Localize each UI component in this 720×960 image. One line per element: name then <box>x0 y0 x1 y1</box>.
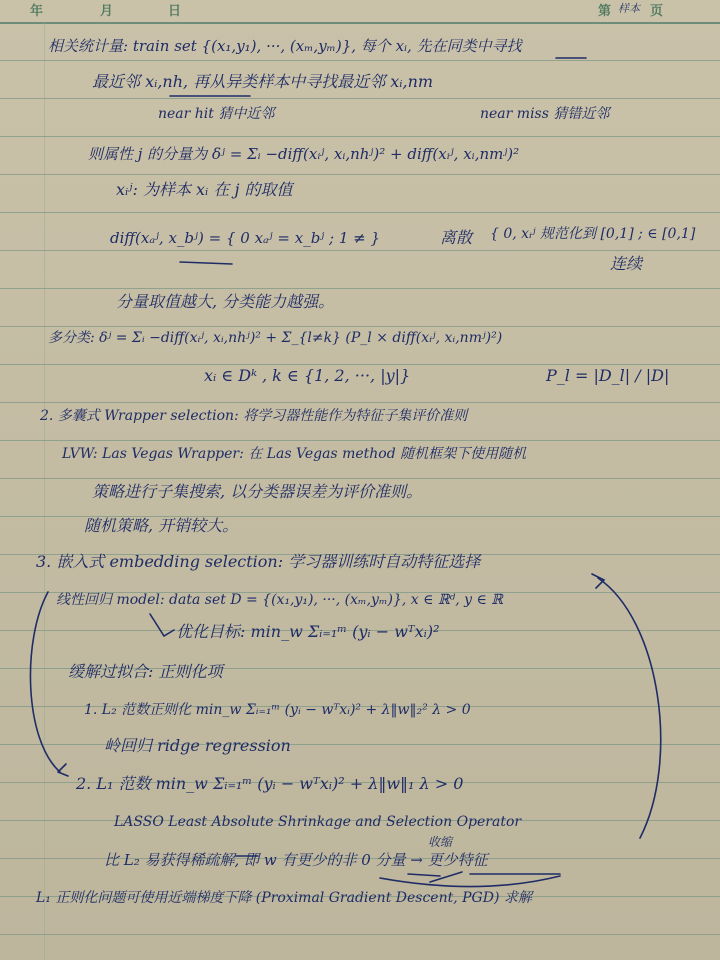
note-line: 收缩 <box>428 835 453 849</box>
ruled-line <box>0 136 720 137</box>
underline-mark <box>408 874 440 876</box>
note-line: 缓解过拟合: 正则化项 <box>68 662 223 681</box>
small-arrow <box>150 614 174 636</box>
note-line: 线性回归 model: data set D = {(x₁,y₁), ···, (xₘ,yₘ)}, x ∈ ℝᵈ, y ∈ ℝ <box>56 592 503 608</box>
ruled-line <box>0 364 720 365</box>
ruled-line <box>0 440 720 441</box>
header-no: 第 <box>598 4 612 19</box>
header-month: 月 <box>100 4 114 19</box>
note-line: diff(xₐʲ, x_bʲ) = { 0 xₐʲ = x_bʲ ; 1 ≠ } <box>110 229 381 247</box>
note-line: 策略进行子集搜索, 以分类器误差为评价准则。 <box>92 482 423 501</box>
note-line: { 0, xᵢʲ 规范化到 [0,1] ; ∈ [0,1] <box>490 226 696 242</box>
note-line: P_l = |D_l| / |D| <box>546 366 670 385</box>
underline-mark <box>180 262 232 264</box>
note-line: 离散 <box>440 228 473 247</box>
header-year: 年 <box>30 4 44 19</box>
note-line: 分量取值越大, 分类能力越强。 <box>116 292 335 311</box>
note-line: 相关统计量: train set {(x₁,y₁), ···, (xₘ,yₘ)}, 每个 xᵢ, 先在同类中寻找 <box>48 37 522 55</box>
header-day: 日 <box>168 4 182 19</box>
arrow-head <box>592 574 604 588</box>
ruled-line <box>0 326 720 327</box>
ruled-line <box>0 174 720 175</box>
note-line: 随机策略, 开销较大。 <box>84 516 239 535</box>
note-line: 连续 <box>610 254 643 273</box>
ruled-line <box>0 288 720 289</box>
ruled-line <box>0 60 720 61</box>
note-line: 优化目标: min_w Σᵢ₌₁ᵐ (yᵢ − wᵀxᵢ)² <box>176 622 440 641</box>
ruled-line <box>0 934 720 935</box>
note-line: 最近邻 xᵢ,nh, 再从异类样本中寻找最近邻 xᵢ,nm <box>92 72 434 91</box>
small-arrow <box>430 872 462 882</box>
arrow-head <box>58 764 68 776</box>
ruled-line <box>0 212 720 213</box>
ruled-line <box>0 402 720 403</box>
page-header <box>0 0 720 24</box>
underline-mark <box>380 876 560 887</box>
note-line: 岭回归 ridge regression <box>104 736 291 755</box>
note-line: 1. L₂ 范数正则化 min_w Σᵢ₌₁ᵐ (yᵢ − wᵀxᵢ)² + λ‖w‖₂² λ > 0 <box>84 702 471 718</box>
note-line: 则属性 j 的分量为 δʲ = Σᵢ −diff(xᵢʲ, xᵢ,nhʲ)² + diff(xᵢʲ, xᵢ,nmʲ)² <box>88 145 520 163</box>
bracket-arrow <box>30 592 60 772</box>
note-line: near hit 猜中近邻 <box>158 106 275 122</box>
note-line: LASSO Least Absolute Shrinkage and Selection Operator <box>114 814 522 830</box>
note-line: L₁ 正则化问题可使用近端梯度下降 (Proximal Gradient Descent, PGD) 求解 <box>36 890 532 906</box>
curved-arrow <box>598 578 661 838</box>
ruled-line <box>0 250 720 251</box>
note-line: xᵢʲ: 为样本 xᵢ 在 j 的取值 <box>116 180 293 199</box>
note-line: LVW: Las Vegas Wrapper: 在 Las Vegas method 随机框架下使用随机 <box>62 446 527 462</box>
note-line: 多分类: δʲ = Σᵢ −diff(xᵢʲ, xᵢ,nhʲ)² + Σ_{l≠k} (P_l × diff(xᵢʲ, xᵢ,nmʲ)²) <box>48 330 503 346</box>
note-line: 2. 多囊式 Wrapper selection: 将学习器性能作为特征子集评价准则 <box>40 408 468 424</box>
note-line: 比 L₂ 易获得稀疏解, 即 w 有更少的非 0 分量 → 更少特征 <box>104 851 488 869</box>
ruled-line <box>0 478 720 479</box>
header-page: 页 <box>650 4 664 19</box>
note-line: 2. L₁ 范数 min_w Σᵢ₌₁ᵐ (yᵢ − wᵀxᵢ)² + λ‖w‖₁ λ > 0 <box>76 774 464 793</box>
note-line: near miss 猜错近邻 <box>480 106 610 122</box>
ruled-line <box>0 98 720 99</box>
note-line: xᵢ ∈ Dᵏ , k ∈ {1, 2, ···, |y|} <box>204 366 411 385</box>
note-line: 3. 嵌入式 embedding selection: 学习器训练时自动特征选择 <box>36 552 481 571</box>
page-number: 样本 <box>618 2 640 15</box>
